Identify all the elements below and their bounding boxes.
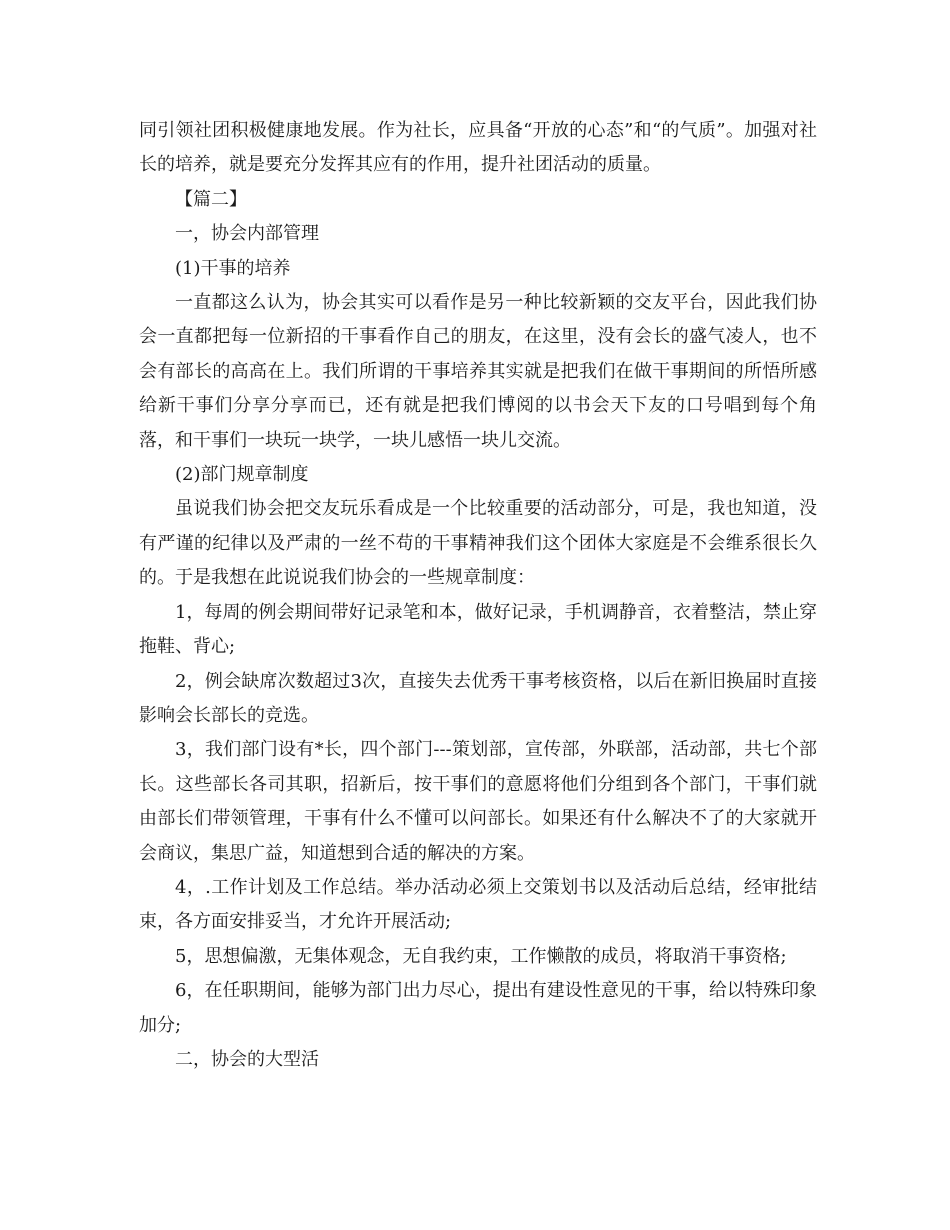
- rule-item-3: 3，我们部门设有*长，四个部门---策划部，宣传部，外联部，活动部，共七个部长。这些部长各司其职，招新后，按干事们的意愿将他们分组到各个部门，干事们就由部长们带领管理，干事有什么不懂可以问部长。如果还有什么解决不了的大家就开会商议，集思广益，知道想到合适的解决的方案。: [139, 739, 817, 864]
- section-heading-internal-management: 一，协会内部管理: [175, 223, 319, 245]
- rule-item-4: 4，.工作计划及工作总结。举办活动必须上交策划书以及活动后总结，经审批结束，各方面安排妥当，才允许开展活动;: [139, 876, 817, 933]
- rule-item-6: 6，在任职期间，能够为部门出力尽心，提出有建设性意见的干事，给以特殊印象加分;: [139, 980, 817, 1036]
- rule-item-1: 1，每周的例会期间带好记录笔和本，做好记录，手机调静音，衣着整洁，禁止穿拖鞋、背心;: [139, 601, 817, 658]
- rule-item-5: 5，思想偏激，无集体观念，无自我约束，工作懒散的成员，将取消干事资格;: [175, 945, 787, 967]
- subheading-staff-training: (1)干事的培养: [175, 257, 291, 279]
- rule-item-2: 2，例会缺席次数超过3次，直接失去优秀干事考核资格，以后在新旧换届时直接影响会长部长的竞选。: [139, 670, 817, 726]
- document-body: [139, 114, 817, 1077]
- paragraph-staff-training: 一直都这么认为，协会其实可以看作是另一种比较新颖的交友平台，因此我们协会一直都把每一位新招的干事看作自己的朋友，在这里，没有会长的盛气凌人，也不会有部长的高高在上。我们所谓的干事培养其实就是把我们在做干事期间的所悟所感给新干事们分享分享而已，还有就是把我们博阅的以书会天下友的口号唱到每个角落，和干事们一块玩一块学，一块儿感悟一块儿交流。: [139, 292, 817, 451]
- paragraph-rules-intro: 虽说我们协会把交友玩乐看成是一个比较重要的活动部分，可是，我也知道，没有严谨的纪律以及严肃的一丝不苟的干事精神我们这个团体大家庭是不会维系很长久的。于是我想在此说说我们协会的一些规章制度：: [139, 498, 817, 589]
- subheading-department-rules: (2)部门规章制度: [175, 464, 309, 486]
- paragraph-continuation: 同引领社团积极健康地发展。作为社长，应具备“开放的心态”和“的气质”。加强对社长的培养，就是要充分发挥其应有的作用，提升社团活动的质量。: [139, 120, 817, 176]
- section-heading-part-two: 【篇二】: [175, 188, 247, 210]
- section-heading-major-activities: 二，协会的大型活: [175, 1048, 319, 1070]
